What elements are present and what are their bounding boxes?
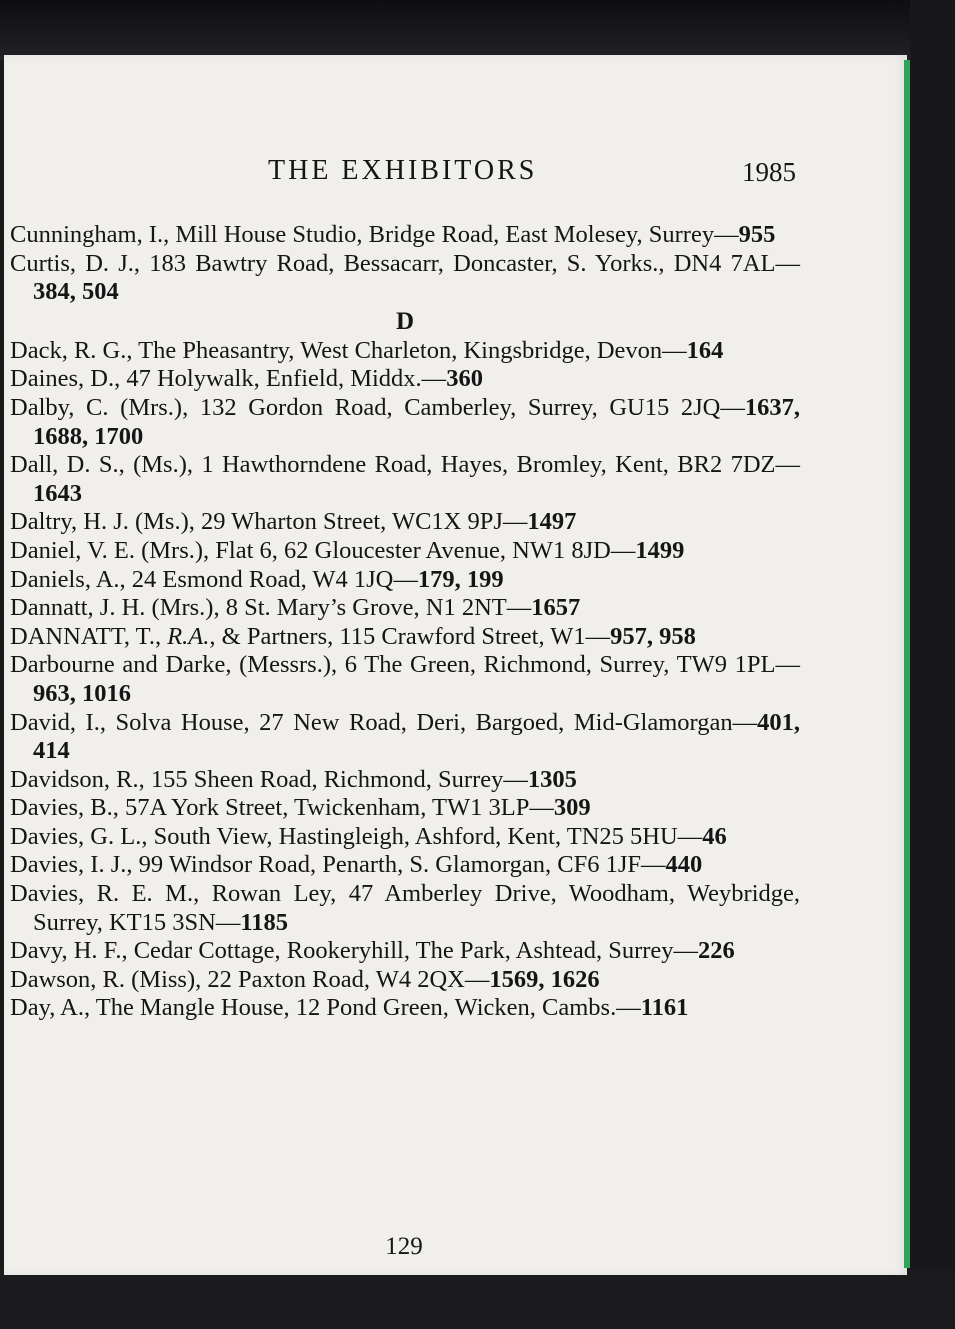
entry-numbers: 955 <box>738 221 776 248</box>
exhibitor-entry <box>10 851 800 880</box>
entry-text: Daniel, V. E. (Mrs.), Flat 6, 62 Gloucester Avenue, NW1 8JD— <box>10 536 636 564</box>
exhibitor-entry <box>10 566 800 595</box>
entry-text: Dall, D. S., (Ms.), 1 Hawthorndene Road, Hayes, Bromley, Kent, BR2 7DZ— <box>10 451 800 479</box>
entry-numbers: 309 <box>553 794 591 822</box>
entry-numbers: 963, 1016 <box>33 679 131 707</box>
exhibitor-entry <box>10 250 800 307</box>
entry-numbers: 1499 <box>635 536 685 564</box>
entry-numbers: 164 <box>686 336 724 364</box>
exhibitor-list <box>10 221 800 1023</box>
page-number: 129 <box>385 1233 423 1260</box>
entry-text: David, I., Solva House, 27 New Road, Deri, Bargoed, Mid-Glamorgan— <box>10 708 758 736</box>
entry-numbers: 1497 <box>527 508 577 536</box>
entry-text: Davies, G. L., South View, Hastingleigh, Ashford, Kent, TN25 5HU— <box>10 822 703 850</box>
exhibitor-entry <box>10 623 800 652</box>
running-header <box>4 155 907 189</box>
exhibitor-entry <box>10 508 800 537</box>
entry-numbers: 360 <box>446 365 483 393</box>
entry-text: Dalby, C. (Mrs.), 132 Gordon Road, Camberley, Surrey, GU15 2JQ— <box>10 393 745 421</box>
exhibitor-entry <box>10 651 800 708</box>
exhibitor-entry <box>10 823 800 852</box>
entry-text: Davy, H. F., Cedar Cottage, Rookeryhill, The Park, Ashtead, Surrey— <box>10 937 699 965</box>
background-top <box>0 0 955 60</box>
entry-text: Dannatt, J. H. (Mrs.), 8 St. Mary’s Grove, N1 2NT— <box>10 594 532 622</box>
exhibitor-entry <box>10 966 800 995</box>
exhibitor-entry <box>10 451 800 508</box>
exhibitor-entry <box>10 880 800 937</box>
entry-numbers: 179, 199 <box>417 565 504 593</box>
entry-numbers: 384, 504 <box>33 278 119 306</box>
entry-text: , & Partners, 115 Crawford Street, W1— <box>209 622 611 650</box>
book-page <box>4 55 907 1275</box>
entry-text-italic: R.A. <box>167 622 210 650</box>
entry-text: Daines, D., 47 Holywalk, Enfield, Middx.— <box>10 365 447 393</box>
entry-numbers: 1643 <box>33 479 82 507</box>
page-edge-green <box>904 60 910 1268</box>
entry-text: Dack, R. G., The Pheasantry, West Charleton, Kingsbridge, Devon— <box>10 336 687 364</box>
entry-numbers: 1185 <box>240 908 288 936</box>
exhibitor-entry <box>10 594 800 623</box>
entry-text: Cunningham, I., Mill House Studio, Bridge Road, East Molesey, Surrey— <box>10 221 739 248</box>
exhibitor-entry <box>10 337 800 366</box>
entry-text: Darbourne and Darke, (Messrs.), 6 The Green, Richmond, Surrey, TW9 1PL— <box>10 651 800 679</box>
entry-numbers: 1161 <box>640 994 689 1022</box>
entry-numbers: 440 <box>665 851 703 879</box>
entry-numbers: 1305 <box>527 765 577 793</box>
exhibitor-entry <box>10 221 800 250</box>
entry-text: Davies, R. E. M., Rowan Ley, 47 Amberley Drive, Woodham, Weybridge, Surrey, KT15 3SN— <box>10 880 800 936</box>
entry-text: Daniels, A., 24 Esmond Road, W4 1JQ— <box>10 565 418 593</box>
exhibitor-entry <box>10 537 800 566</box>
entry-numbers: 226 <box>698 937 735 965</box>
exhibitor-entry <box>10 794 800 823</box>
header-year: 1985 <box>742 157 796 187</box>
section-letter: D <box>395 307 415 335</box>
entry-text: Davies, B., 57A York Street, Twickenham, TW1 3LP— <box>10 794 554 822</box>
exhibitor-entry <box>10 709 800 766</box>
exhibitor-entry <box>10 766 800 795</box>
exhibitor-entry <box>10 394 800 451</box>
entry-numbers: 1657 <box>531 594 581 622</box>
entry-text: Day, A., The Mangle House, 12 Pond Green, Wicken, Cambs.— <box>10 994 641 1022</box>
entry-text: Dawson, R. (Miss), 22 Paxton Road, W4 2QX— <box>10 965 490 993</box>
background-bottom <box>0 1270 955 1329</box>
entry-text: Davidson, R., 155 Sheen Road, Richmond, Surrey— <box>10 765 528 793</box>
entry-numbers: 1569, 1626 <box>489 965 600 993</box>
entry-numbers: 1637, 1688, 1700 <box>33 393 800 450</box>
entry-numbers: 46 <box>702 822 727 850</box>
background-right <box>910 0 955 1329</box>
entry-numbers: 957, 958 <box>610 622 696 650</box>
entry-text: Daltry, H. J. (Ms.), 29 Wharton Street, WC1X 9PJ— <box>10 508 528 536</box>
exhibitor-entry <box>10 994 800 1023</box>
entry-text: Curtis, D. J., 183 Bawtry Road, Bessacarr, Doncaster, S. Yorks., DN4 7AL— <box>10 249 800 277</box>
header-title: THE EXHIBITORS <box>268 155 538 186</box>
entry-text: DANNATT, T., <box>10 622 168 650</box>
entry-text: Davies, I. J., 99 Windsor Road, Penarth, S. Glamorgan, CF6 1JF— <box>10 851 666 879</box>
exhibitor-entry <box>10 365 800 394</box>
entry-numbers: 401, 414 <box>33 708 800 765</box>
exhibitor-entry <box>10 937 800 966</box>
